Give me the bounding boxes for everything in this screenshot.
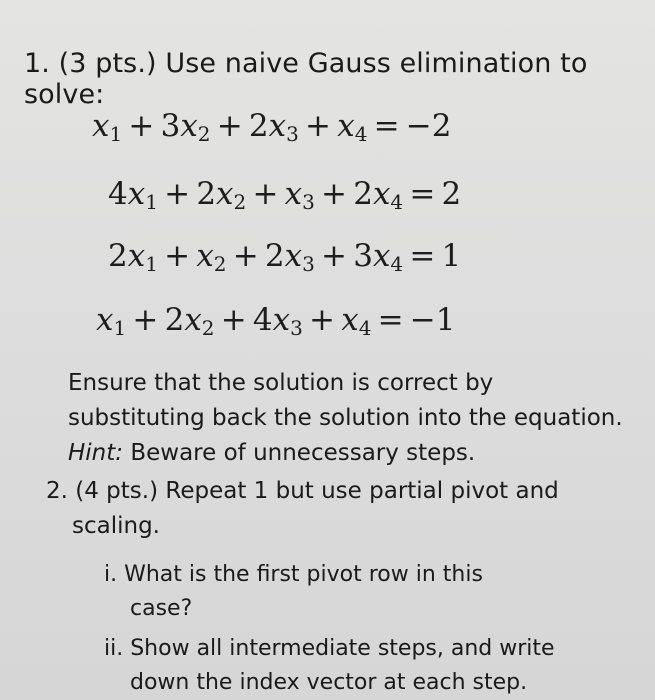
variable-index: 1 <box>113 316 127 340</box>
plus-operator: + <box>246 176 285 212</box>
equation-2 <box>108 176 461 212</box>
equals-sign: = <box>403 176 442 212</box>
equation-term <box>265 238 315 274</box>
variable: x <box>96 302 114 338</box>
coefficient: 2 <box>164 302 185 338</box>
variable-index: 4 <box>390 252 404 276</box>
hint-text: Beware of unnecessary steps. <box>123 440 476 466</box>
variable-index: 4 <box>358 316 372 340</box>
equation-term <box>341 302 371 338</box>
variable: x <box>180 108 198 144</box>
right-hand-side: 1 <box>441 238 462 274</box>
sub-item-ii <box>104 632 624 700</box>
variable-index: 2 <box>233 190 247 214</box>
plus-operator: + <box>157 238 197 274</box>
variable-index: 4 <box>354 122 368 146</box>
variable: x <box>372 176 391 212</box>
question-2-number: 2. <box>46 478 76 504</box>
plus-operator: + <box>157 176 197 212</box>
variable-index: 1 <box>109 122 123 146</box>
coefficient: 2 <box>196 176 217 212</box>
variable: x <box>127 238 146 274</box>
variable: x <box>216 176 234 212</box>
question-2-line2: scaling. <box>72 513 160 539</box>
variable: x <box>337 108 355 144</box>
variable-index: 1 <box>145 190 158 214</box>
equals-sign: = <box>371 302 410 338</box>
plus-operator: + <box>226 238 265 274</box>
variable: x <box>184 302 202 338</box>
variable: x <box>372 238 391 274</box>
variable: x <box>92 108 110 144</box>
coefficient: 2 <box>264 238 285 274</box>
verification-note <box>68 366 628 471</box>
sub-item-i-roman: i. <box>104 562 125 587</box>
plus-operator: + <box>298 108 338 144</box>
hint-label: Hint: <box>68 440 124 466</box>
equation-term <box>353 176 403 212</box>
variable-index: 3 <box>290 316 303 340</box>
variable-index: 2 <box>213 252 227 276</box>
coefficient: 2 <box>248 108 269 144</box>
coefficient: 3 <box>353 238 373 274</box>
sub-item-i-line2: case? <box>130 596 193 621</box>
question-2-line1: (4 pts.) Repeat 1 but use partial pivot and <box>75 478 559 504</box>
equals-sign: = <box>367 108 406 144</box>
equation-term <box>108 176 158 212</box>
variable: x <box>272 302 291 338</box>
variable-index: 2 <box>197 122 211 146</box>
equals-sign: = <box>403 238 442 274</box>
right-hand-side: −2 <box>405 108 452 144</box>
variable: x <box>284 176 303 212</box>
variable: x <box>268 108 287 144</box>
equation-term <box>253 302 303 338</box>
plus-operator: + <box>210 108 249 144</box>
sub-item-i <box>104 558 624 626</box>
equation-1 <box>92 108 451 144</box>
coefficient: 2 <box>108 238 128 274</box>
note-text: Ensure that the solution is correct by substituting back the solution into the equation. <box>68 370 623 431</box>
variable: x <box>341 302 359 338</box>
plus-operator: + <box>302 302 342 338</box>
equation-term <box>196 176 246 212</box>
equation-term <box>249 108 299 144</box>
coefficient: 4 <box>252 302 273 338</box>
sub-item-ii-line2: down the index vector at each step. <box>130 670 528 695</box>
equation-term <box>285 176 315 212</box>
sub-item-i-line1: What is the first pivot row in this <box>124 562 483 587</box>
equation-term <box>196 238 226 274</box>
plus-operator: + <box>214 302 253 338</box>
coefficient: 2 <box>353 176 373 212</box>
coefficient: 3 <box>160 108 181 144</box>
plus-operator: + <box>122 108 161 144</box>
sub-item-ii-roman: ii. <box>104 636 131 661</box>
sub-item-ii-line1: Show all intermediate steps, and write <box>130 636 555 661</box>
question-text: (3 pts.) Use naive Gauss elimination to solve: <box>24 48 588 110</box>
equation-term <box>161 108 211 144</box>
question-2 <box>46 474 606 544</box>
question-1-heading <box>24 48 655 110</box>
right-hand-side: 2 <box>441 176 462 212</box>
variable: x <box>284 238 303 274</box>
equation-4 <box>96 302 455 338</box>
variable-index: 3 <box>302 190 315 214</box>
variable-index: 2 <box>201 316 215 340</box>
variable-index: 1 <box>145 252 158 276</box>
equation-term <box>353 238 403 274</box>
right-hand-side: −1 <box>409 302 456 338</box>
question-number: 1. <box>24 48 59 79</box>
variable-index: 3 <box>286 122 299 146</box>
plus-operator: + <box>126 302 165 338</box>
variable-index: 3 <box>302 252 315 276</box>
equation-term <box>337 108 367 144</box>
variable: x <box>196 238 214 274</box>
equation-term <box>108 238 158 274</box>
variable-index: 4 <box>390 190 404 214</box>
equation-term <box>165 302 215 338</box>
coefficient: 4 <box>108 176 128 212</box>
plus-operator: + <box>314 238 354 274</box>
equation-term <box>96 302 126 338</box>
plus-operator: + <box>314 176 354 212</box>
variable: x <box>127 176 146 212</box>
equation-term <box>92 108 122 144</box>
equation-3 <box>108 238 461 274</box>
